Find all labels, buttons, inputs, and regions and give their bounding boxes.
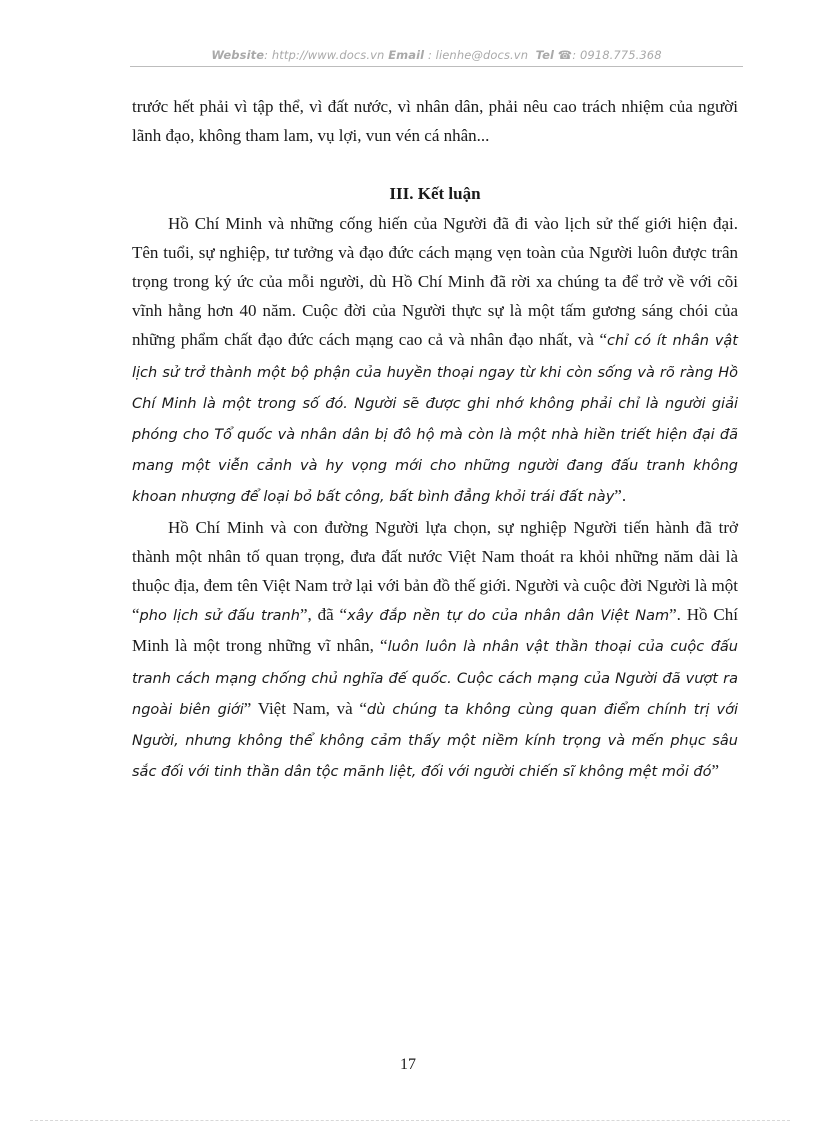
p2-text-a: Hồ Chí Minh và con đường Người lựa chọn, sự nghiệp Người tiến hành đã trở thành một nhân tố quan trọng, đưa đất nước Việt Nam thoát ra khỏi những năm dài là thuộc địa, đem tên Việt Nam trở lại với bản đồ thế giới. Người và cuộc đời Người là một “ bbox=[132, 517, 738, 625]
email-value: : lienhe@docs.vn bbox=[427, 48, 529, 62]
p2-text-g: ” Việt Nam, và “ bbox=[243, 698, 367, 718]
p2-quote-b: pho lịch sử đấu tranh bbox=[139, 608, 300, 625]
p1-end: ”. bbox=[614, 486, 627, 506]
page-header bbox=[130, 48, 743, 62]
page-bottom-edge bbox=[30, 1120, 790, 1121]
p2-quote-d: xây đắp nền tự do của nhân dân Việt Nam bbox=[347, 608, 670, 625]
paragraph-continued: trước hết phải vì tập thể, vì đất nước, vì nhân dân, phải nêu cao trách nhiệm của người lãnh đạo, không tham lam, vụ lợi, vun vén cá nhân... bbox=[132, 97, 738, 146]
header-rule bbox=[130, 66, 743, 67]
p2-text-e: ”. Hồ Chí Minh là một trong những vĩ nhân, “ bbox=[132, 605, 738, 656]
p2-quote-f: luôn luôn là nhân vật thần thoại của cuộc đấu tranh cách mạng chống chủ nghĩa đế quốc. Cuộc cách mạng của Người đã vượt ra ngoài biên giới bbox=[132, 639, 739, 718]
p1-text: Hồ Chí Minh và những cống hiến của Người đã đi vào lịch sử thế giới hiện đại. Tên tuổi, sự nghiệp, tư tưởng và đạo đức cách mạng vẹn toàn của Người luôn được trân trọng trong ký ức của mỗi người, dù Hồ Chí Minh đã rời xa chúng ta để trở về với cõi vĩnh hằng hơn 40 năm. Cuộc đời của Người thực sự là một tấm gương sáng chói của những phẩm chất đạo đức cách mạng cao cả và nhân đạo nhất, và “ bbox=[132, 213, 738, 350]
page-number: 17 bbox=[400, 1056, 416, 1073]
p2-text-c: ”, đã “ bbox=[299, 605, 348, 625]
paragraph-2 bbox=[132, 513, 738, 788]
p2-text-i: ” bbox=[711, 761, 720, 781]
p2-quote-h: dù chúng ta không cùng quan điểm chính trị với Người, nhưng không thể không cảm thấy một niềm kính trọng và mến phục sâu sắc đối với tinh thần dân tộc mãnh liệt, đối với người chiến sĩ không mệt mỏi đó bbox=[132, 701, 739, 781]
tel-value: : 0918.775.368 bbox=[572, 48, 662, 62]
p1-quote: chỉ có ít nhân vật lịch sử trở thành một bộ phận của huyền thoại ngay từ khi còn sống và rõ ràng Hồ Chí Minh là một trong số đó. Người sẽ được ghi nhớ không phải chỉ là người giải phóng cho Tổ quốc và nhân dân bị đô hộ mà còn là một nhà hiền triết hiện đại đã mang một viễn cảnh và hy vọng mới cho những người đang đấu tranh không khoan nhượng để loại bỏ bất công, bất bình đẳng khỏi trái đất này bbox=[132, 333, 738, 506]
paragraph-1 bbox=[132, 209, 738, 513]
website-value: : http://www.docs.vn bbox=[264, 48, 385, 62]
tel-label: Tel bbox=[535, 48, 555, 62]
email-label: Email bbox=[388, 48, 425, 62]
website-label: Website bbox=[211, 48, 265, 62]
section-heading: III. Kết luận bbox=[389, 184, 481, 204]
phone-icon: ☎ bbox=[557, 48, 573, 62]
document-body bbox=[132, 92, 738, 787]
